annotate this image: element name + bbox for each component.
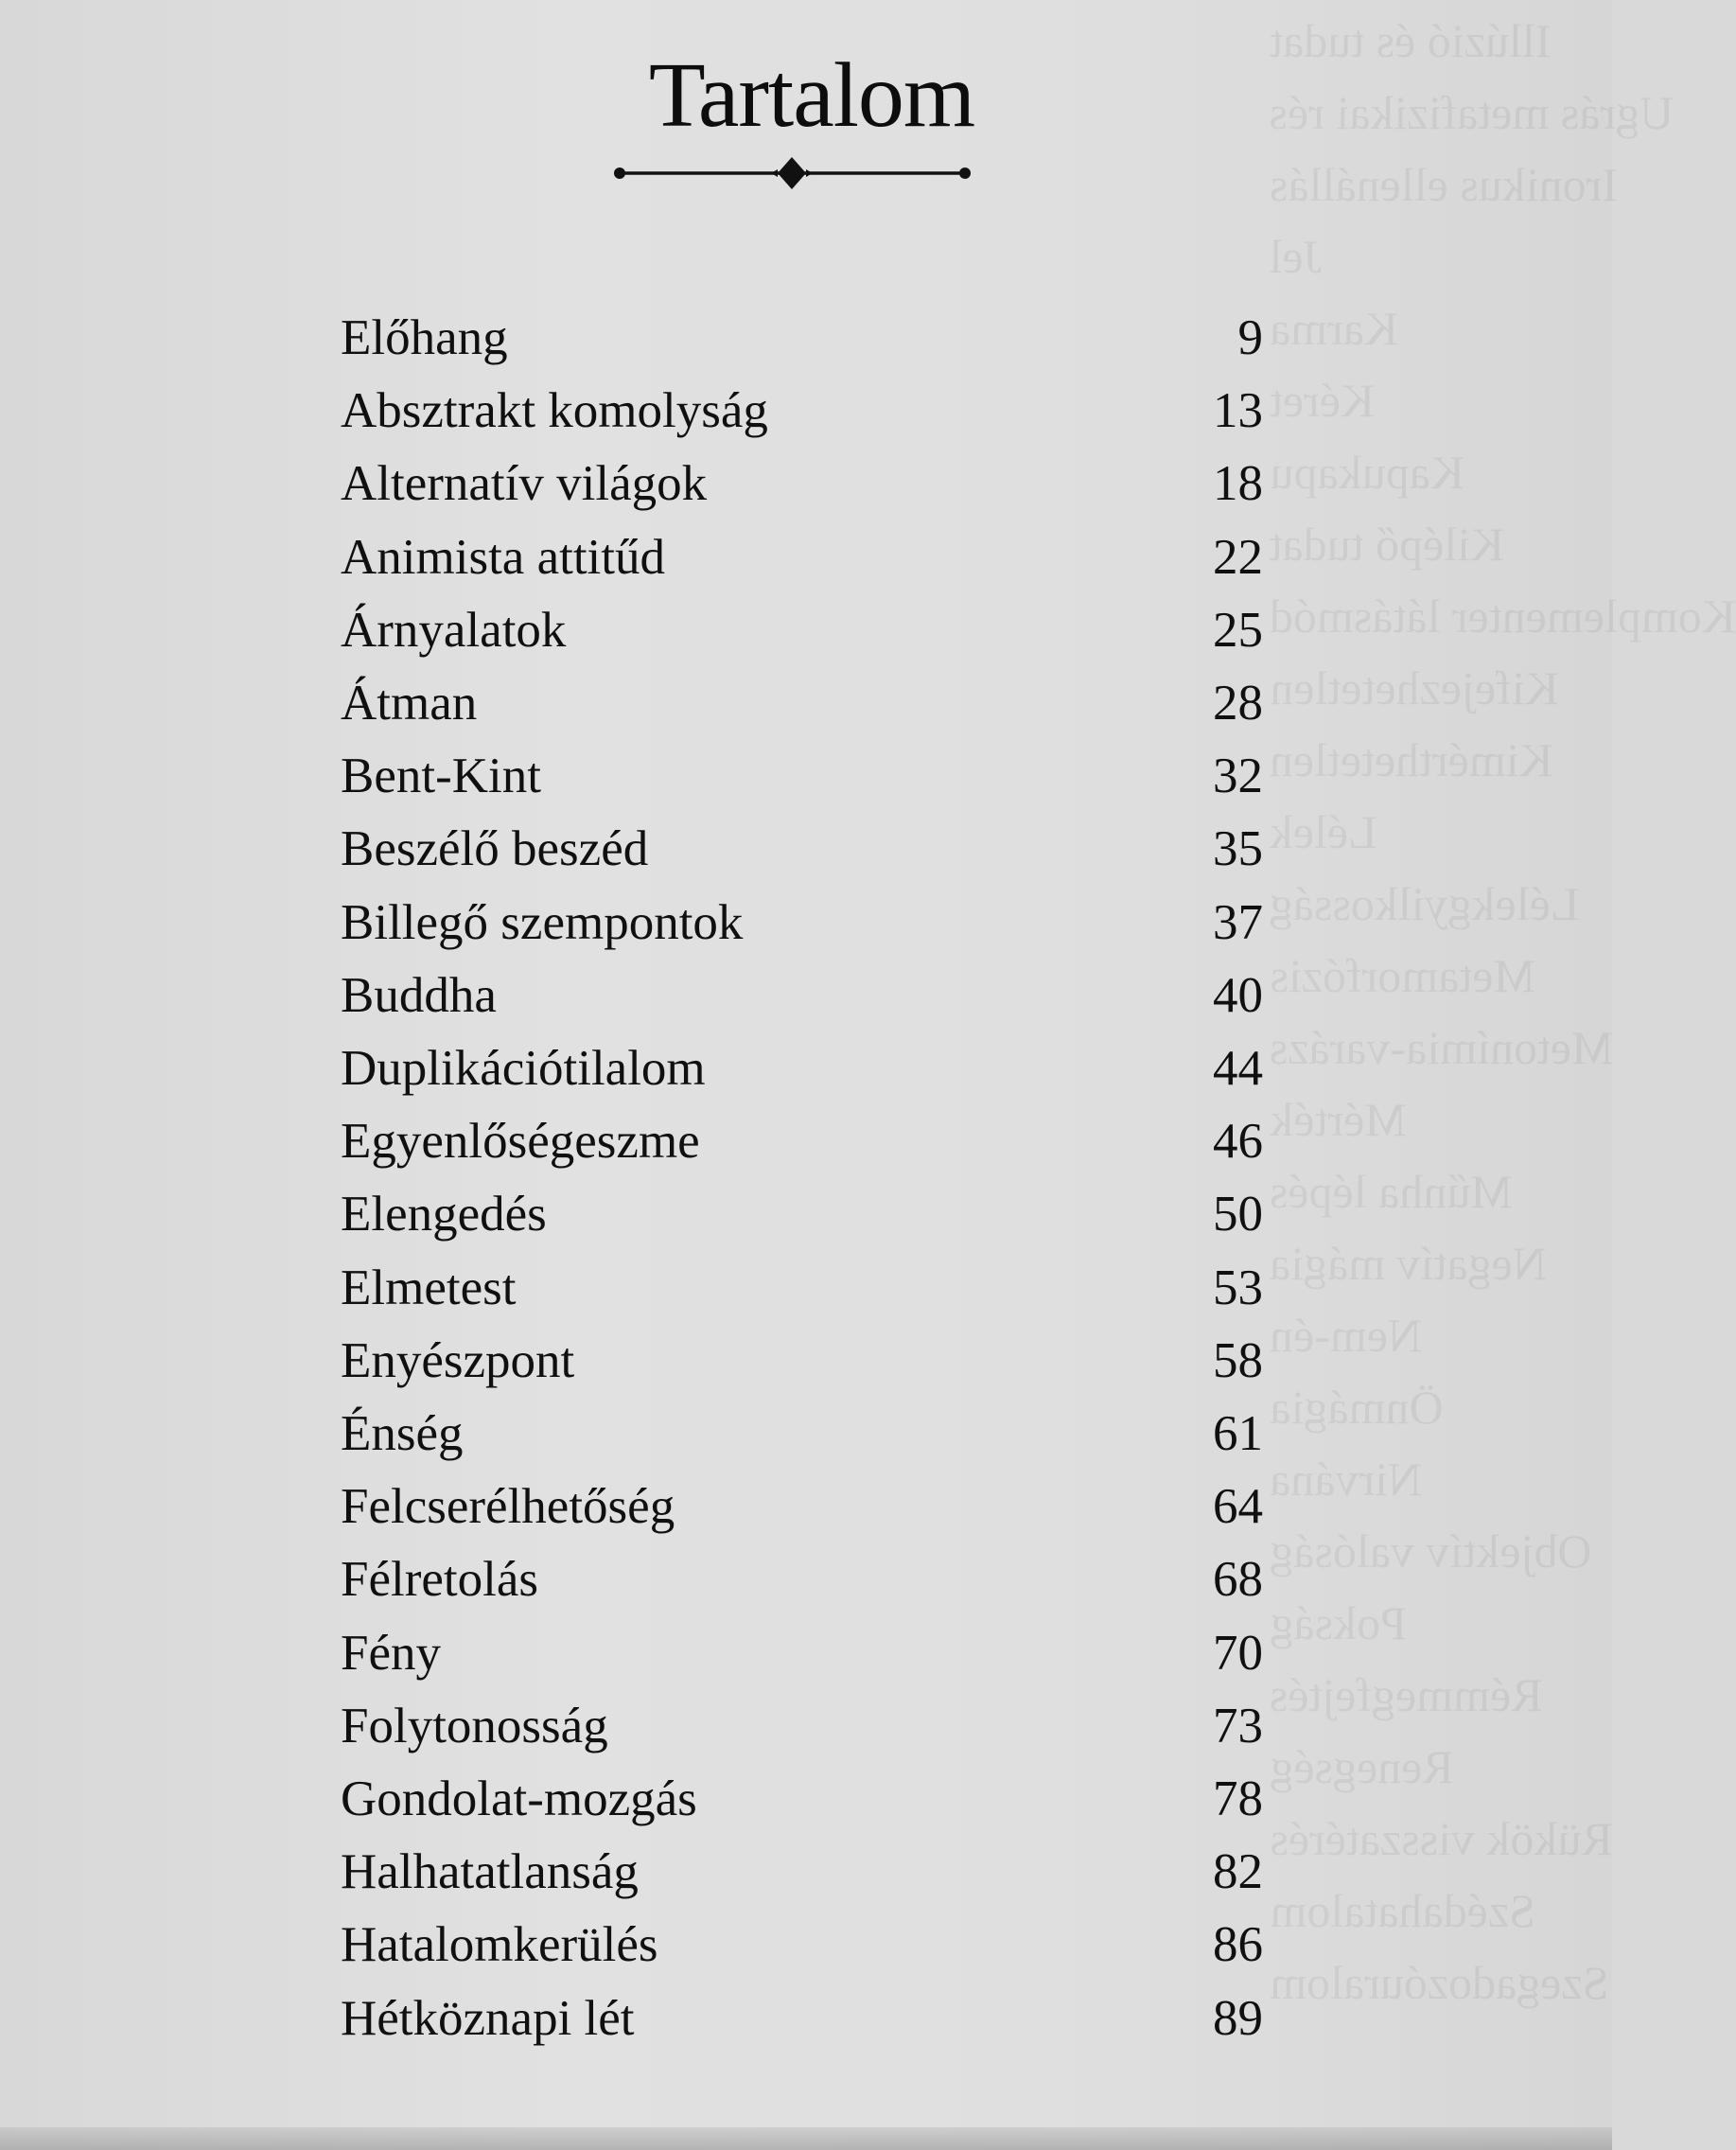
toc-entry-page: 82 [1213,1844,1263,1899]
bleed-through-line: Műnha lépés [1270,1165,1513,1218]
bleed-through-line: Negatív mágia [1270,1237,1547,1290]
bleed-through-line: Objektív valóság [1270,1524,1592,1577]
toc-entry [341,1111,1263,1172]
toc-entry-page: 13 [1213,383,1263,438]
toc-entry-title: Elengedés [341,1187,547,1242]
bleed-through-line: Szegadozóuralom [1270,1956,1609,2009]
toc-entry-page: 78 [1213,1771,1263,1826]
bleed-through-line: Rémmegfejtés [1270,1668,1543,1721]
toc-entry [341,1842,1263,1902]
bleed-through-line: Lélekgyilkosság [1270,877,1580,930]
toc-entry-page: 18 [1213,456,1263,511]
bleed-through-line: Jel [1270,230,1323,283]
bleed-through-line: Szédahatalom [1270,1884,1535,1937]
toc-entry-title: Animista attitűd [341,530,665,585]
toc-entry [341,673,1263,733]
bleed-through-line: Önmágia [1270,1381,1444,1434]
toc-entry-title: Bent-Kint [341,749,541,803]
toc-entry [341,1258,1263,1318]
toc-entry-page: 86 [1213,1917,1263,1972]
toc-entry [341,308,1263,368]
toc-entry [341,1038,1263,1099]
bleed-through-line: Nirvána [1270,1453,1423,1506]
toc-entry-page: 44 [1213,1041,1263,1096]
bleed-through-line: Nem-én [1270,1309,1423,1362]
toc-entry [341,1696,1263,1756]
bleed-through-line: Metonímia-varázs [1270,1021,1614,1074]
toc-entry-page: 35 [1213,821,1263,876]
toc-entry-title: Absztrakt komolyság [341,383,768,438]
toc-entry-page: 46 [1213,1114,1263,1169]
toc-entry-title: Enyészpont [341,1333,575,1388]
toc-entry-title: Alternatív világok [341,456,708,511]
bleed-through-line: Metamorfózis [1270,949,1535,1002]
toc-entry-title: Elmetest [341,1260,517,1315]
toc-entry-title: Felcserélhetőség [341,1479,675,1534]
toc-entry-page: 68 [1213,1552,1263,1607]
bleed-through-line: Kapukapu [1270,446,1464,499]
toc-entry [341,1184,1263,1244]
toc-entry-title: Átman [341,676,478,731]
toc-entry-title: Duplikációtilalom [341,1041,706,1096]
toc-entry-title: Beszélő beszéd [341,821,649,876]
bleed-through-line: Pokság [1270,1596,1407,1649]
bleed-through-line: Ugrás metafizikai rés [1270,86,1675,139]
toc-entry-title: Hatalomkerülés [341,1917,658,1972]
toc-entry-title: Előhang [341,310,508,365]
toc-entry [341,746,1263,806]
bleed-through-line: Karma [1270,302,1399,355]
toc-entry-title: Árnyalatok [341,603,567,658]
bleed-through-line: Renegség [1270,1740,1454,1793]
toc-entry [341,527,1263,588]
toc-entry-title: Fény [341,1626,441,1681]
toc-entry-page: 32 [1213,749,1263,803]
toc-entry-page: 25 [1213,603,1263,658]
toc-entry-title: Énség [341,1406,464,1461]
toc-entry-page: 28 [1213,676,1263,731]
toc-entry-page: 40 [1213,968,1263,1023]
toc-entry-page: 70 [1213,1626,1263,1681]
toc-entry [341,1988,1263,2049]
bleed-through-line: Rükök visszatérés [1270,1812,1613,1865]
bleed-through-line: Mérték [1270,1093,1407,1146]
toc-entry [341,1623,1263,1683]
toc-entry [341,1914,1263,1975]
bleed-through-line: Kifejezhetetlen [1270,661,1559,714]
toc-entry [341,453,1263,514]
toc-entry-page: 58 [1213,1333,1263,1388]
toc-entry-title: Folytonosság [341,1699,608,1753]
toc-entry-title: Buddha [341,968,497,1023]
toc-entry-page: 37 [1213,895,1263,950]
toc-entry-page: 89 [1213,1991,1263,2046]
toc-entry [341,600,1263,661]
toc-entry [341,892,1263,953]
toc-entry [341,965,1263,1026]
toc-entry [341,1549,1263,1610]
bleed-through-line: Kéret [1270,374,1376,427]
toc-entry [341,1403,1263,1464]
toc-entry-page: 9 [1237,310,1263,365]
toc-entry-page: 22 [1213,530,1263,585]
page-edge [0,2127,1612,2150]
toc-entry-title: Halhatatlanság [341,1844,639,1899]
toc-entry-page: 50 [1213,1187,1263,1242]
bleed-through-line: Illúzió és tudat [1270,14,1552,67]
bleed-through-line: Ironikus ellenállás [1270,158,1618,211]
toc-entry-page: 61 [1213,1406,1263,1461]
page-title: Tartalom [648,44,975,147]
toc-entry-title: Billegő szempontok [341,895,744,950]
toc-entry-title: Egyenlőségeszme [341,1114,700,1169]
toc-entry-title: Gondolat-mozgás [341,1771,697,1826]
toc-entry [341,1769,1263,1829]
toc-entry-page: 73 [1213,1699,1263,1753]
bleed-through-line: Kilépő tudat [1270,518,1505,571]
toc-entry [341,819,1263,879]
title-ornament [610,153,974,193]
toc-entry-page: 53 [1213,1260,1263,1315]
toc-entry [341,1476,1263,1537]
toc-entry [341,380,1263,441]
bleed-through-line: Komplementer látásmód [1270,590,1736,643]
toc-entry-title: Hétköznapi lét [341,1991,635,2046]
toc-entry-title: Félretolás [341,1552,538,1607]
toc-entry [341,1331,1263,1391]
bleed-through-line: Kimérthetetlen [1270,733,1553,786]
toc-entry-page: 64 [1213,1479,1263,1534]
bleed-through-line: Lélek [1270,805,1377,858]
